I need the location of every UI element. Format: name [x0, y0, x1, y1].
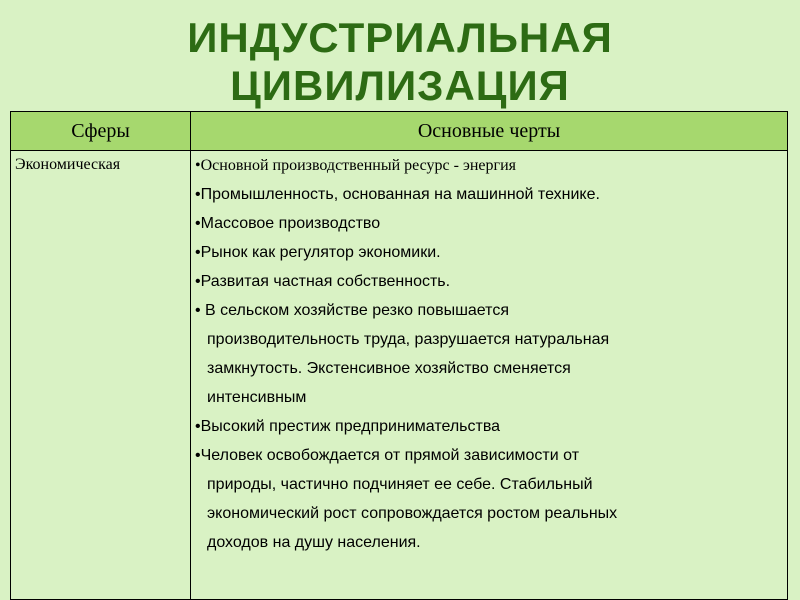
feature-item: •Развитая частная собственность. — [195, 273, 451, 290]
feature-line: интенсивным — [207, 389, 307, 406]
feature-line: замкнутость. Экстенсивное хозяйство сменяется — [207, 360, 571, 377]
feature-item: •Основной производственный ресурс - энергия — [195, 157, 516, 174]
title-line-1: ИНДУСТРИАЛЬНАЯ — [187, 14, 613, 61]
feature-line: доходов на душу населения. — [207, 534, 421, 551]
feature-item — [195, 296, 783, 412]
slide-title — [0, 14, 800, 110]
feature-line: производительность труда, разрушается натуральная — [207, 331, 610, 348]
feature-item: •Массовое производство — [195, 215, 381, 232]
header-main-features: Основные черты — [417, 120, 561, 142]
feature-item: •Высокий престиж предпринимательства — [195, 418, 501, 435]
cell-features-economic — [195, 151, 783, 557]
cell-sphere-economic: Экономическая — [15, 156, 121, 173]
feature-line: • В сельском хозяйстве резко повышается — [195, 302, 509, 319]
title-line-2: ЦИВИЛИЗАЦИЯ — [230, 62, 570, 109]
feature-item: •Рынок как регулятор экономики. — [195, 244, 441, 261]
feature-item — [195, 441, 783, 557]
feature-line: экономический рост сопровождается ростом реальных — [207, 505, 618, 522]
header-spheres: Сферы — [71, 120, 130, 142]
feature-line: •Человек освобождается от прямой зависимости от — [195, 447, 580, 464]
feature-line: природы, частично подчиняет ее себе. Стабильный — [207, 476, 593, 493]
feature-item: •Промышленность, основанная на машинной технике. — [195, 186, 600, 203]
features-table — [10, 111, 788, 600]
table-header-row — [11, 112, 787, 151]
column-divider — [190, 112, 191, 599]
